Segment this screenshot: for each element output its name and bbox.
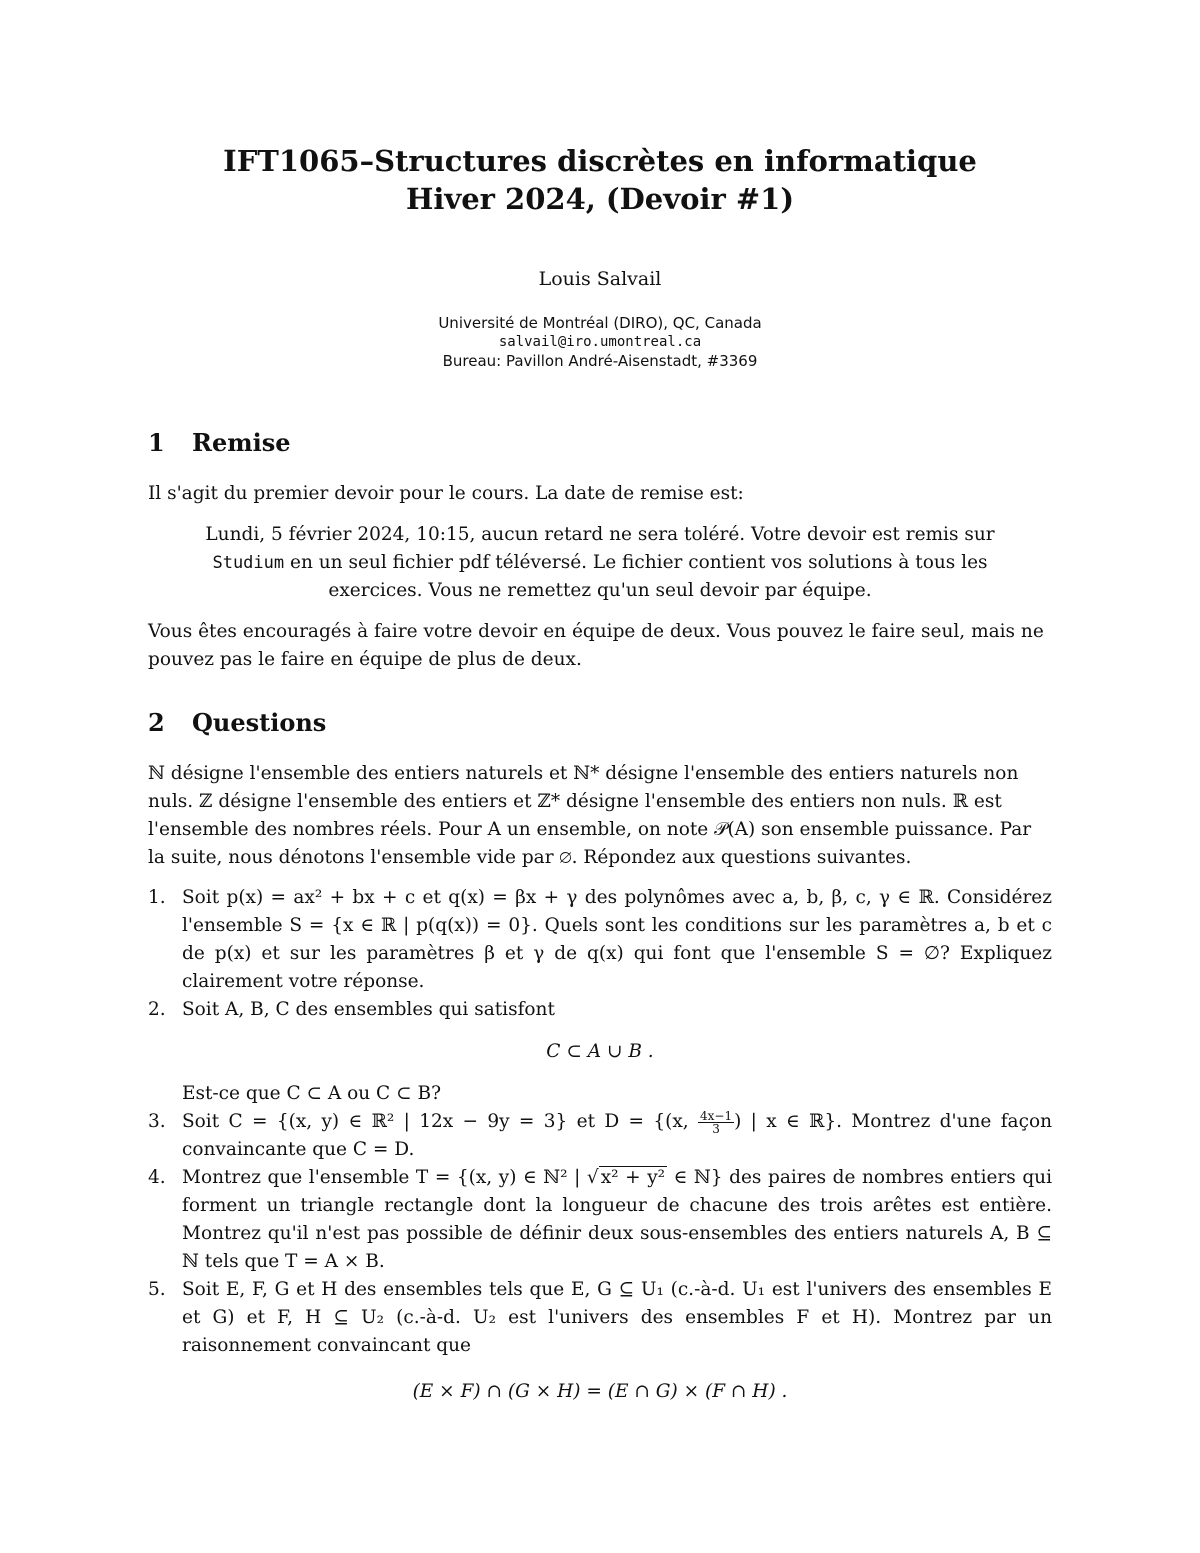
- question-number: 4.: [148, 1167, 166, 1188]
- question-followup: Est-ce que C ⊂ A ou C ⊂ B?: [182, 1083, 441, 1104]
- question-number: 1.: [148, 887, 166, 908]
- question-text: Soit E, F, G et H des ensembles tels que E, G ⊆ U₁ (c.-à-d. U₁ est l'univers des ensembles E et G) et F, H ⊆ U₂ (c.-à-d. U₂ est l'univers des ensembles F et H). Montrez par un raisonnement convaincant que: [182, 1279, 1052, 1356]
- title-line-2: Hiver 2024, (Devoir #1): [405, 182, 795, 216]
- question-text: Soit A, B, C des ensembles qui satisfont: [182, 999, 555, 1020]
- fraction: [698, 1110, 734, 1135]
- fraction-numerator: 4x−1: [699, 1108, 733, 1123]
- section-number: 1: [148, 428, 165, 457]
- question-text: Soit C = {(x, y) ∈ ℝ² | 12x − 9y = 3} et D = {(x,: [182, 1111, 698, 1132]
- question-item: [148, 996, 1052, 1108]
- question-item: [148, 1108, 1052, 1164]
- question-text-rest: ) | x ∈ ℝ}. Montrez d'une façon convaincante que C = D.: [182, 1111, 1053, 1160]
- document-title: [0, 142, 1200, 218]
- section-heading-questions: [148, 708, 326, 737]
- section-title: Questions: [192, 708, 327, 737]
- office-line: Bureau: Pavillon André-Aisenstadt, #3369: [442, 352, 758, 370]
- square-root-argument: x² + y²: [600, 1167, 666, 1188]
- fraction-denominator: 3: [712, 1121, 720, 1136]
- question-text: Montrez que l'ensemble T = {(x, y) ∈ ℕ² | √: [182, 1167, 599, 1188]
- author-name: Louis Salvail: [538, 268, 662, 290]
- deadline-text: Lundi, 5 février 2024, 10:15, aucun retard ne sera toléré. Votre devoir est remis sur: [205, 524, 995, 545]
- question-item: [148, 1164, 1052, 1276]
- equation: (E × F) ∩ (G × H) = (E ∩ G) × (F ∩ H) .: [412, 1381, 788, 1402]
- questions-intro: ℕ désigne l'ensemble des entiers naturels et ℕ* désigne l'ensemble des entiers naturels non nuls. ℤ désigne l'ensemble des entiers et ℤ* désigne l'ensemble des entiers non nuls. ℝ est l'ensemble des nombres réels. Pour A un ensemble, on note 𝒫(A) son ensemble puissance. Par la suite, nous dénotons l'ensemble vide par ∅. Répondez aux questions suivantes.: [148, 763, 1032, 868]
- affiliation-line: Université de Montréal (DIRO), QC, Canada: [438, 314, 762, 332]
- team-instructions: Vous êtes encouragés à faire votre devoir en équipe de deux. Vous pouvez le faire seul, mais ne pouvez pas le faire en équipe de plus de deux.: [148, 621, 1044, 670]
- title-line-1: IFT1065–Structures discrètes en informatique: [223, 144, 977, 178]
- question-number: 2.: [148, 999, 166, 1020]
- section-heading-remise: [148, 428, 291, 457]
- equation: C ⊂ A ∪ B .: [546, 1041, 654, 1062]
- question-text-rest: ∈ ℕ} des paires de nombres entiers qui forment un triangle rectangle dont la longueur de chacune des trois arêtes est entière. Montrez qu'il n'est pas possible de définir deux sous-ensembles des entiers naturels A, B ⊆ ℕ tels que T = A × B.: [182, 1167, 1053, 1272]
- question-item: [148, 1276, 1052, 1406]
- remise-intro: Il s'agit du premier devoir pour le cours. La date de remise est:: [148, 483, 744, 504]
- question-text: Soit p(x) = ax² + bx + c et q(x) = βx + γ des polynômes avec a, b, β, c, γ ∈ ℝ. Considérez l'ensemble S = {x ∈ ℝ | p(q(x)) = 0}. Quels sont les conditions sur les paramètres a, b et c de p(x) et sur les paramètres β et γ de q(x) qui font que l'ensemble S = ∅? Expliquez clairement votre réponse.: [182, 887, 1052, 992]
- email-address: salvail@iro.umontreal.ca: [498, 334, 702, 350]
- section-number: 2: [148, 708, 165, 737]
- question-number: 5.: [148, 1279, 166, 1300]
- question-list: [148, 884, 1052, 1414]
- studium-label: Studium: [212, 553, 285, 573]
- deadline-text-rest: en un seul fichier pdf téléversé. Le fichier contient vos solutions à tous les exercices. Vous ne remettez qu'un seul devoir par équipe.: [284, 552, 988, 601]
- section-title: Remise: [192, 428, 291, 457]
- deadline-block: [170, 521, 1030, 605]
- author-affiliation: [0, 314, 1200, 371]
- question-number: 3.: [148, 1111, 166, 1132]
- question-item: [148, 884, 1052, 996]
